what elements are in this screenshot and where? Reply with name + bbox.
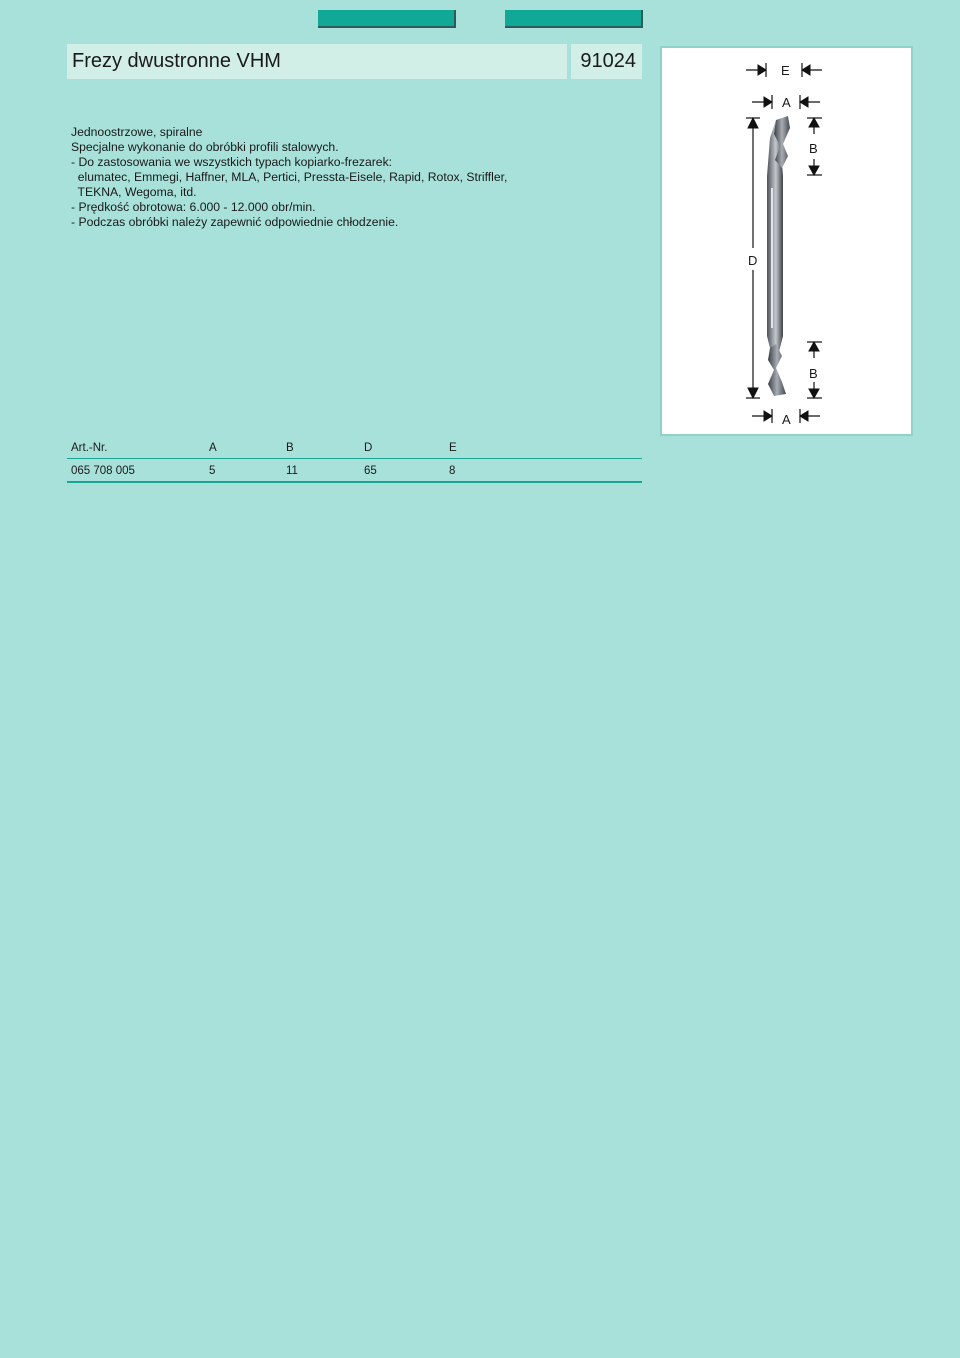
cutter-drawing-svg <box>662 48 911 434</box>
article-table <box>67 440 642 483</box>
header-d: D <box>364 442 373 454</box>
cell-a: 5 <box>209 465 216 477</box>
description-line: Jednoostrzowe, spiralne <box>71 125 203 139</box>
label-b-top: B <box>809 141 818 156</box>
description-line: - Podczas obróbki należy zapewnić odpowiednie chłodzenie. <box>71 215 399 229</box>
header-a: A <box>209 442 217 454</box>
label-a-bottom: A <box>782 412 791 427</box>
description-line: Specjalne wykonanie do obróbki profili stalowych. <box>71 140 339 154</box>
label-e: E <box>781 63 790 78</box>
cutter-technical-drawing <box>660 46 913 436</box>
label-a-top: A <box>782 95 791 110</box>
header-tab-left <box>318 10 456 28</box>
cell-e: 8 <box>449 465 456 477</box>
page-title: Frezy dwustronne VHM <box>67 44 567 79</box>
header-b: B <box>286 442 294 454</box>
header-art-nr: Art.-Nr. <box>71 442 108 454</box>
label-b-bottom: B <box>809 366 818 381</box>
catalog-number: 91024 <box>571 44 642 79</box>
cell-art-nr: 065 708 005 <box>71 465 135 477</box>
table-row <box>67 463 642 483</box>
cell-b: 11 <box>286 465 298 477</box>
description-line: TEKNA, Wegoma, itd. <box>71 185 197 199</box>
table-header-row <box>67 440 642 459</box>
cutter-body <box>767 116 790 396</box>
label-d: D <box>748 253 758 268</box>
description-line: - Do zastosowania we wszystkich typach kopiarko-frezarek: <box>71 155 393 169</box>
header-tab-right <box>505 10 643 28</box>
header-e: E <box>449 442 457 454</box>
description-line: - Prędkość obrotowa: 6.000 - 12.000 obr/min. <box>71 200 316 214</box>
product-description <box>71 125 641 230</box>
description-line: elumatec, Emmegi, Haffner, MLA, Pertici, Pressta-Eisele, Rapid, Rotox, Striffler, <box>71 170 508 184</box>
cell-d: 65 <box>364 465 377 477</box>
